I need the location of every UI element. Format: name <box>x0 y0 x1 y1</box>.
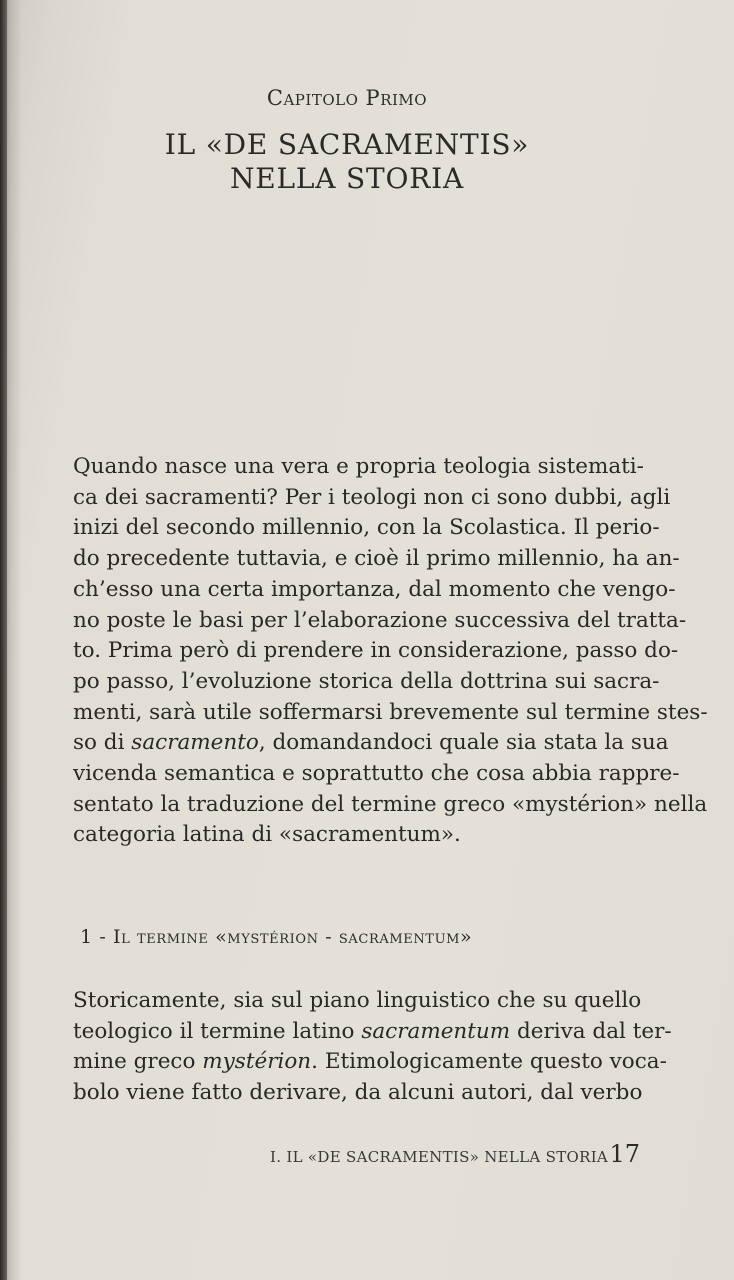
intro-paragraph <box>73 452 708 851</box>
italic-term: mystérion <box>202 1049 312 1075</box>
text-fragment: , domandandoci quale sia stata la sua <box>258 730 669 756</box>
text-fragment: . Etimologicamente questo voca- <box>311 1049 667 1075</box>
text-fragment: so di <box>73 730 132 756</box>
chapter-title-line-1: IL «DE SACRAMENTIS» <box>164 128 530 161</box>
text-line: vicenda semantica e soprattutto che cosa abbia rappre- <box>73 761 680 787</box>
italic-term: sacramento <box>131 730 259 756</box>
text-line: Quando nasce una vera e propria teologia sistemati- <box>73 454 644 479</box>
text-fragment: teologico il termine latino <box>73 1018 362 1044</box>
chapter-title-line-2: NELLA STORIA <box>229 162 465 195</box>
page-number: 17 <box>609 1140 640 1168</box>
text-line <box>73 1017 672 1048</box>
text-fragment: deriva dal ter- <box>510 1018 672 1044</box>
text-line: Storicamente, sia sul piano linguistico che su quello <box>73 988 642 1013</box>
text-line: categoria latina di «sacramentum». <box>73 822 461 848</box>
text-line <box>73 728 669 759</box>
text-line: sentato la traduzione del termine greco «mystérion» nella <box>73 791 708 817</box>
section-heading: 1 - Il termine «mystérion - sacramentum» <box>80 926 473 948</box>
text-line: menti, sarà utile soffermarsi brevemente sul termine stes- <box>73 699 708 725</box>
running-footer: I. IL «DE SACRAMENTIS» NELLA STORIA <box>270 1148 609 1166</box>
text-line: ca dei sacramenti? Per i teologi non ci sono dubbi, agli <box>73 484 671 510</box>
chapter-label: Capitolo Primo <box>266 86 428 110</box>
text-line: do precedente tuttavia, e cioè il primo millennio, ha an- <box>73 546 680 572</box>
text-line: to. Prima però di prendere in considerazione, passo do- <box>73 638 679 664</box>
section-paragraph <box>73 986 672 1109</box>
text-line: po passo, l’evoluzione storica della dottrina sui sacra- <box>73 668 660 694</box>
text-line: bolo viene fatto derivare, da alcuni autori, dal verbo <box>73 1080 643 1106</box>
chapter-title <box>0 128 694 196</box>
text-line: no poste le basi per l’elaborazione successiva del tratta- <box>73 607 687 633</box>
text-line <box>73 1047 667 1078</box>
italic-term: sacramentum <box>361 1018 511 1044</box>
text-fragment: mine greco <box>73 1049 203 1075</box>
text-line: inizi del secondo millennio, con la Scolastica. Il perio- <box>73 515 660 541</box>
text-line: ch’esso una certa importanza, dal momento che vengo- <box>73 576 676 602</box>
